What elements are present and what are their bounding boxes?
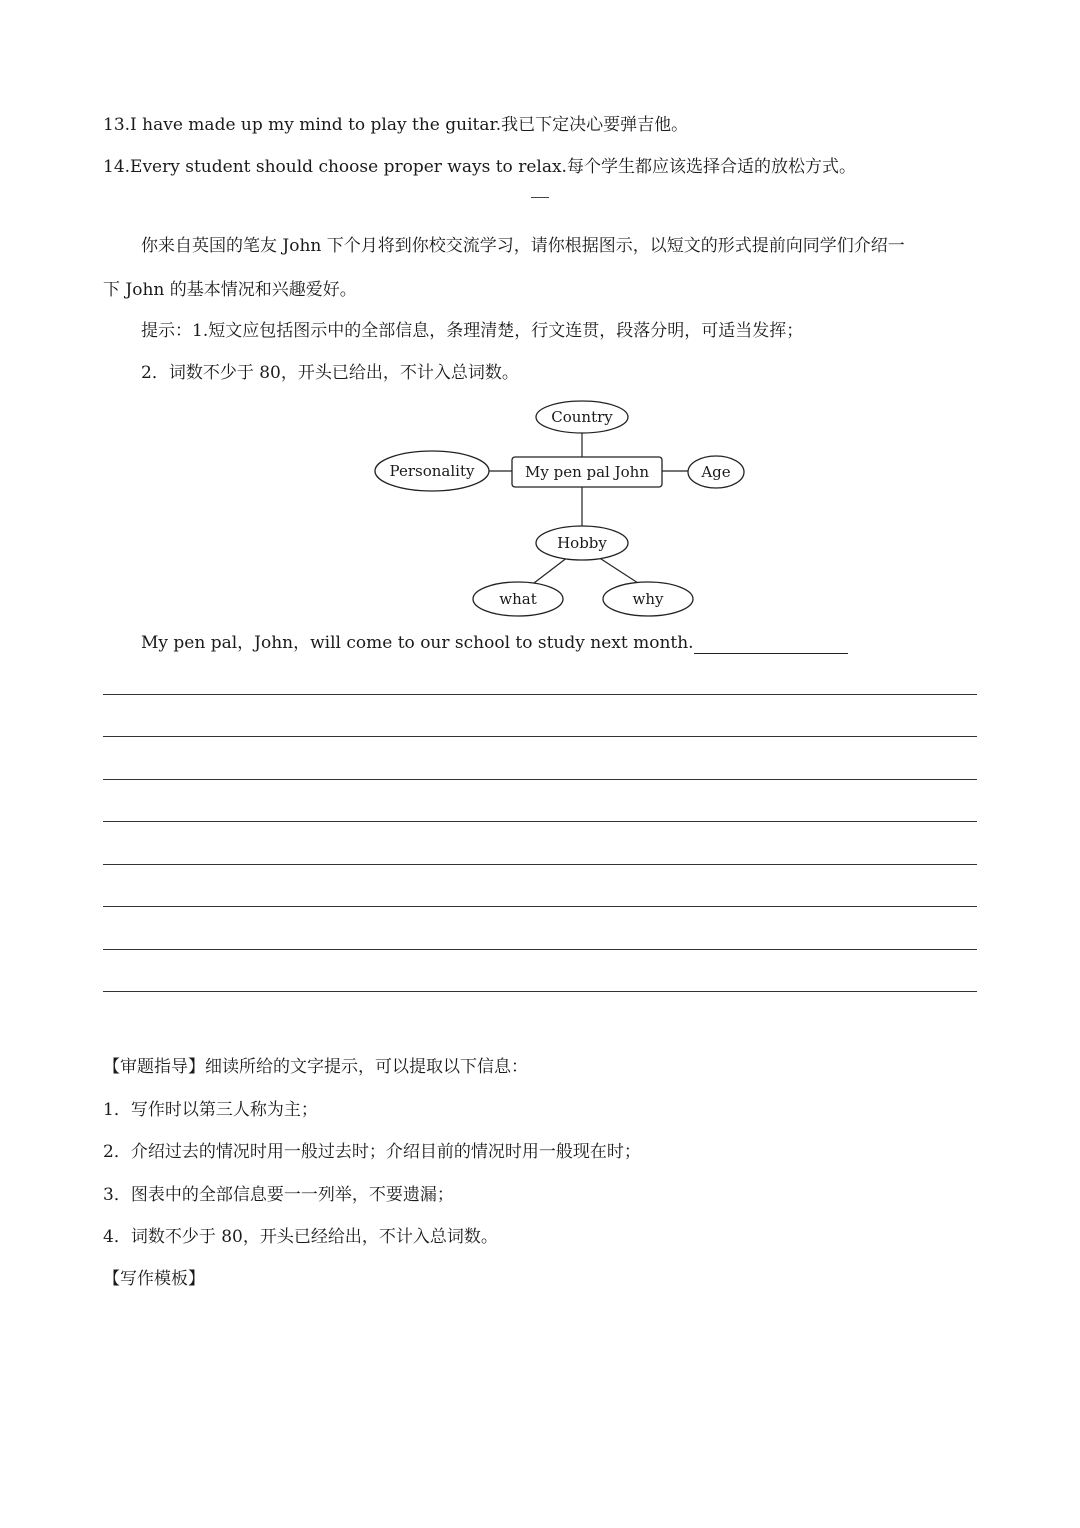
template-heading: 【写作模板】 [103,1269,205,1289]
guide-item-3: 3．图表中的全部信息要一一列举，不要遗漏； [103,1185,454,1205]
essay-opening-text: My pen pal，John，will come to our school to study next month. [141,633,694,653]
node-why-label: why [632,590,664,608]
sentence-14: 14.Every student should choose proper ways to relax.每个学生都应该选择合适的放松方式。 [103,157,856,177]
guide-title: 【审题指导】细读所给的文字提示，可以提取以下信息： [103,1057,528,1077]
answer-line[interactable] [103,949,977,950]
answer-line[interactable] [103,821,977,822]
connector-why [598,557,638,583]
guide-item-1: 1．写作时以第三人称为主； [103,1100,318,1120]
sentence-13: 13.I have made up my mind to play the guitar.我已下定决心要弹吉他。 [103,115,689,135]
answer-blank[interactable] [694,635,848,654]
task-intro-line-1: 你来自英国的笔友 John 下个月将到你校交流学习，请你根据图示，以短文的形式提前向同学们介绍一 [141,236,905,256]
task-hint-1: 提示：1.短文应包括图示中的全部信息，条理清楚，行文连贯，段落分明，可适当发挥； [141,321,804,341]
answer-line[interactable] [103,779,977,780]
node-hobby-label: Hobby [557,534,607,552]
answer-line[interactable] [103,906,977,907]
node-personality-label: Personality [389,462,475,480]
node-country-label: Country [551,408,613,426]
essay-opening [141,632,848,654]
node-age-label: Age [701,463,731,481]
node-what-label: what [499,590,537,608]
answer-line[interactable] [103,694,977,695]
answer-line[interactable] [103,991,977,992]
task-hint-2: 2．词数不少于 80，开头已给出，不计入总词数。 [141,363,519,383]
connector-what [534,557,568,583]
node-center-label: My pen pal John [525,463,649,481]
task-intro-line-2: 下 John 的基本情况和兴趣爱好。 [103,280,357,300]
mind-map-diagram [360,395,760,625]
section-separator [531,197,549,198]
answer-line[interactable] [103,864,977,865]
guide-item-4: 4．词数不少于 80，开头已经给出，不计入总词数。 [103,1227,498,1247]
guide-item-2: 2．介绍过去的情况时用一般过去时；介绍目前的情况时用一般现在时； [103,1142,641,1162]
answer-line[interactable] [103,736,977,737]
